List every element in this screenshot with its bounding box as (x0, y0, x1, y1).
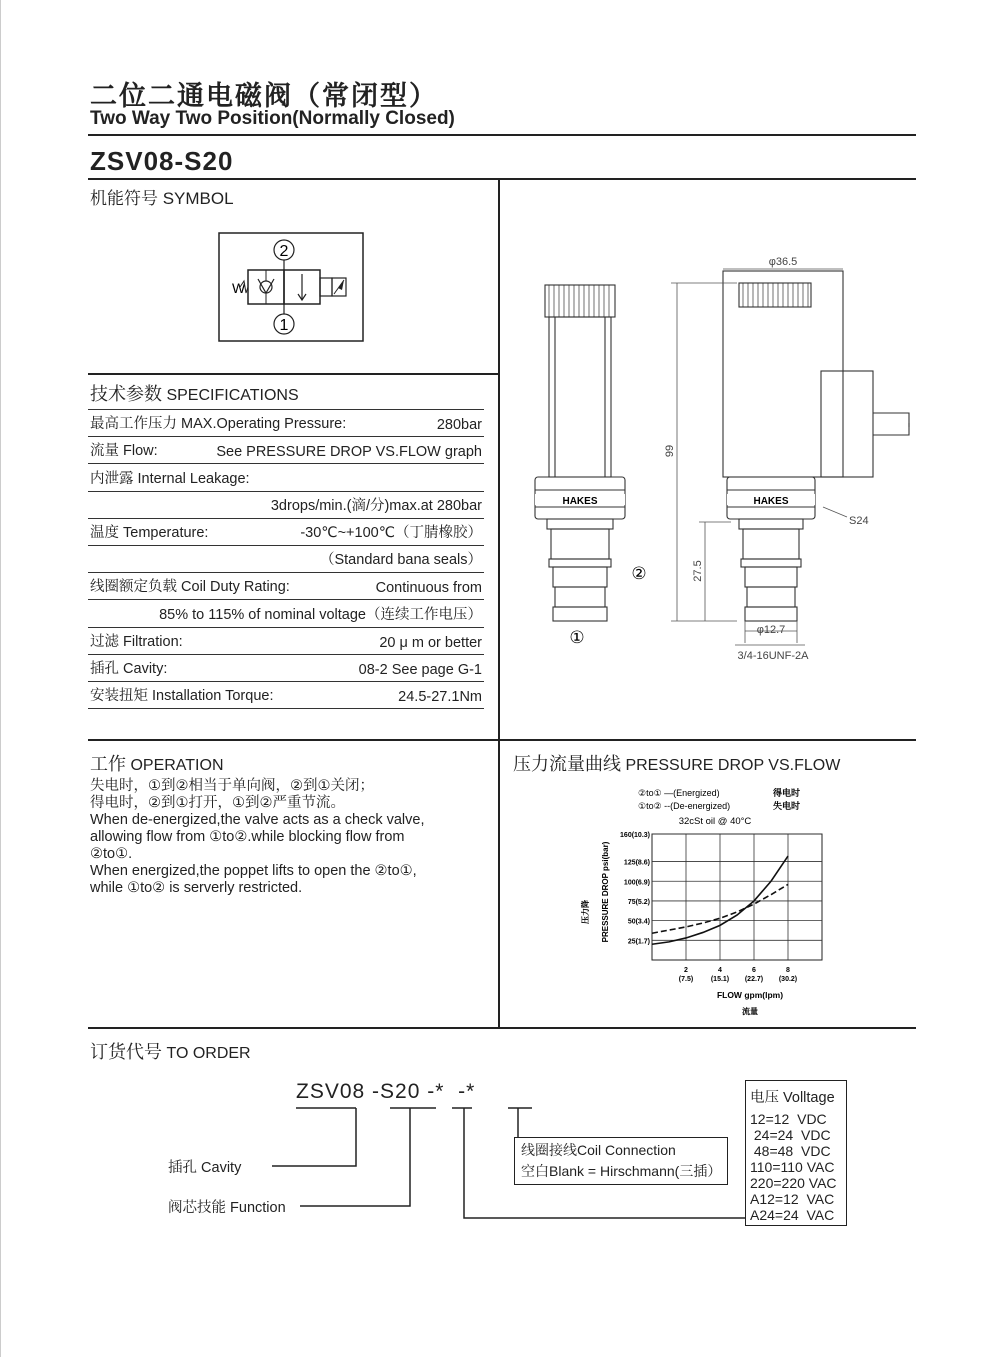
operation-line: When de-energized,the valve acts as a check valve, (90, 812, 425, 828)
port-1-label: 1 (279, 317, 289, 334)
y-tick-label: 125(8.6) (623, 859, 650, 867)
divider (88, 1027, 916, 1029)
dim-depth: 27.5 (692, 560, 704, 582)
y-axis-label: PRESSURE DROP psi(bar) (601, 841, 610, 943)
spec-value: 20 μ m or better (379, 634, 482, 651)
y-tick-label: 50(3.4) (627, 918, 650, 926)
spec-row (88, 437, 484, 464)
coil-connection-box (514, 1137, 728, 1185)
dim-thread: 3/4-16UNF-2A (737, 650, 809, 662)
order-heading (90, 1038, 251, 1064)
x-axis-label: FLOW gpm(lpm) (716, 990, 784, 1000)
voltage-option: 12=12 VDC (750, 1111, 827, 1127)
divider (88, 373, 498, 375)
page-edge (0, 0, 1, 1357)
spec-row (88, 546, 484, 573)
page-title-cn: 二位二通电磁阀（常闭型） (90, 81, 438, 111)
page-title-en: Two Way Two Position(Normally Closed) (90, 108, 455, 129)
order-heading-cn: 订货代号 (90, 1042, 162, 1062)
port-2-marker: ② (631, 564, 647, 583)
x-tick-label: (22.7) (744, 976, 764, 983)
pressure-flow-chart (580, 782, 840, 1022)
order-heading-en: TO ORDER (166, 1045, 251, 1062)
order-code-voltage: * (466, 1080, 476, 1103)
spec-row (88, 682, 484, 709)
valve-drawing (505, 245, 915, 675)
model-number: ZSV08-S20 (90, 146, 234, 176)
pressure-chart-heading-en: PRESSURE DROP VS.FLOW (625, 757, 841, 774)
spec-label: 安装扭矩 Installation Torque: (90, 688, 274, 705)
x-tick-label: 6 (752, 967, 756, 974)
operation-heading-cn: 工作 (90, 754, 126, 774)
spec-row (88, 492, 484, 519)
spec-label: 温度 Temperature: (90, 524, 209, 541)
order-code-function: S20 (380, 1080, 421, 1103)
spec-label: 最高工作压力 MAX.Operating Pressure: (90, 416, 347, 433)
voltage-option: 24=24 VDC (750, 1127, 831, 1143)
operation-heading (90, 750, 224, 776)
operation-line: 得电时，②到①打开，①到②严重节流。 (90, 795, 345, 811)
coil-connection-title: 线圈接线Coil Connection (521, 1142, 676, 1158)
voltage-option: 110=110 VAC (750, 1159, 835, 1175)
spec-row (88, 655, 484, 682)
x-tick-label: 2 (684, 967, 688, 974)
operation-text (90, 778, 490, 897)
order-code-series: ZSV08 (296, 1080, 366, 1103)
spec-label: 插孔 Cavity: (90, 660, 168, 677)
x-tick-label: 8 (786, 967, 790, 974)
spec-value: -30℃~+100℃（丁腈橡胶） (300, 524, 482, 541)
function-label: 阀芯技能 Function (168, 1200, 286, 1216)
spec-row (88, 410, 484, 437)
order-code-sep: - (458, 1080, 467, 1103)
spec-row (88, 519, 484, 546)
order-code-coil: * (435, 1080, 445, 1103)
operation-line: allowing flow from ①to②.while blocking flow from (90, 829, 405, 845)
pressure-chart-heading (513, 750, 840, 776)
legend-energized: ②to① —(Energized) (638, 788, 720, 798)
dim-hex: S24 (849, 515, 869, 527)
legend-energized-cn: 得电时 (773, 788, 801, 798)
divider (88, 739, 916, 741)
oil-note: 32cSt oil @ 40°C (678, 816, 752, 827)
spec-label: 流量 Flow: (90, 443, 158, 460)
x-tick-label: (7.5) (678, 976, 694, 983)
operation-line: When energized,the poppet lifts to open the ②to①, (90, 863, 417, 879)
order-code-sep: - (372, 1080, 381, 1103)
spec-value: 24.5-27.1Nm (398, 689, 482, 706)
y-tick-label: 100(6.9) (623, 879, 650, 887)
dim-diameter-bottom: φ12.7 (756, 624, 786, 636)
port-1-marker: ① (569, 628, 585, 647)
spec-label: 内泄露 Internal Leakage: (90, 470, 250, 487)
column-divider (498, 178, 500, 1028)
y-tick-label: 25(1.7) (627, 938, 650, 946)
operation-line: ②to①. (90, 846, 133, 862)
x-tick-label: (15.1) (710, 976, 730, 983)
cavity-label: 插孔 Cavity (168, 1160, 242, 1176)
spec-value: （Standard bana seals） (319, 552, 482, 569)
spec-value: 3drops/min.(滴/分)max.at 280bar (270, 497, 482, 514)
voltage-option: A12=12 VAC (750, 1191, 835, 1207)
spec-row (88, 628, 484, 655)
voltage-box (745, 1080, 847, 1226)
legend-deenergized-cn: 失电时 (773, 801, 801, 811)
legend-deenergized: ①to② --(De-energized) (638, 801, 731, 811)
divider (88, 178, 916, 180)
chart-plot-area (620, 832, 822, 983)
pressure-chart-heading-cn: 压力流量曲线 (513, 754, 621, 774)
operation-line: while ①to② is serverly restricted. (90, 880, 303, 896)
operation-line: 失电时，①到②相当于单向阀，②到①关闭； (90, 778, 374, 794)
symbol-heading: 机能符号 SYMBOL (90, 189, 234, 208)
dim-height: 99 (664, 444, 676, 458)
y-tick-label: 160(10.3) (620, 832, 650, 839)
order-code-sep: - (427, 1080, 436, 1103)
dim-diameter-top: φ36.5 (768, 256, 798, 268)
voltage-option: 48=48 VDC (750, 1143, 831, 1159)
y-tick-label: 75(5.2) (627, 898, 650, 906)
x-tick-label: 4 (718, 967, 722, 974)
left-valve-view (535, 285, 625, 621)
specifications-heading-cn: 技术参数 (90, 384, 162, 404)
voltage-title: 电压 Volltage (750, 1090, 835, 1106)
divider (88, 134, 916, 136)
specifications-heading-en: SPECIFICATIONS (166, 387, 299, 404)
spec-label: 线圈额定负载 Coil Duty Rating: (90, 579, 290, 596)
x-axis-label-cn: 流量 (742, 1007, 758, 1016)
plot-frame (652, 834, 822, 960)
voltage-list (750, 1111, 846, 1223)
operation-heading-en: OPERATION (130, 757, 224, 774)
spec-row (88, 573, 484, 600)
spring-label: W (232, 280, 246, 296)
voltage-option: A24=24 VAC (750, 1207, 835, 1223)
coil-connection-value: 空白Blank = Hirschmann(三插） (521, 1163, 722, 1179)
x-tick-label: (30.2) (778, 976, 798, 983)
spec-value: Continuous from (375, 580, 482, 597)
spec-value: 85% to 115% of nominal voltage（连续工作电压） (159, 606, 482, 623)
spec-row (88, 600, 484, 627)
spec-value: See PRESSURE DROP VS.FLOW graph (216, 444, 482, 461)
y-axis-label-cn: 压力降 (581, 900, 590, 924)
spec-row (88, 464, 484, 491)
brand-label-left: HAKES (562, 496, 598, 507)
brand-label-right: HAKES (753, 496, 789, 507)
spec-value: 08-2 See page G-1 (358, 661, 482, 678)
spec-value: 280bar (436, 417, 482, 434)
specifications-heading (90, 380, 299, 406)
voltage-option: 220=220 VAC (750, 1175, 837, 1191)
hydraulic-symbol (218, 232, 366, 344)
right-valve-view (723, 271, 909, 621)
spec-label: 过滤 Filtration: (90, 633, 183, 650)
port-2-label: 2 (279, 243, 289, 260)
